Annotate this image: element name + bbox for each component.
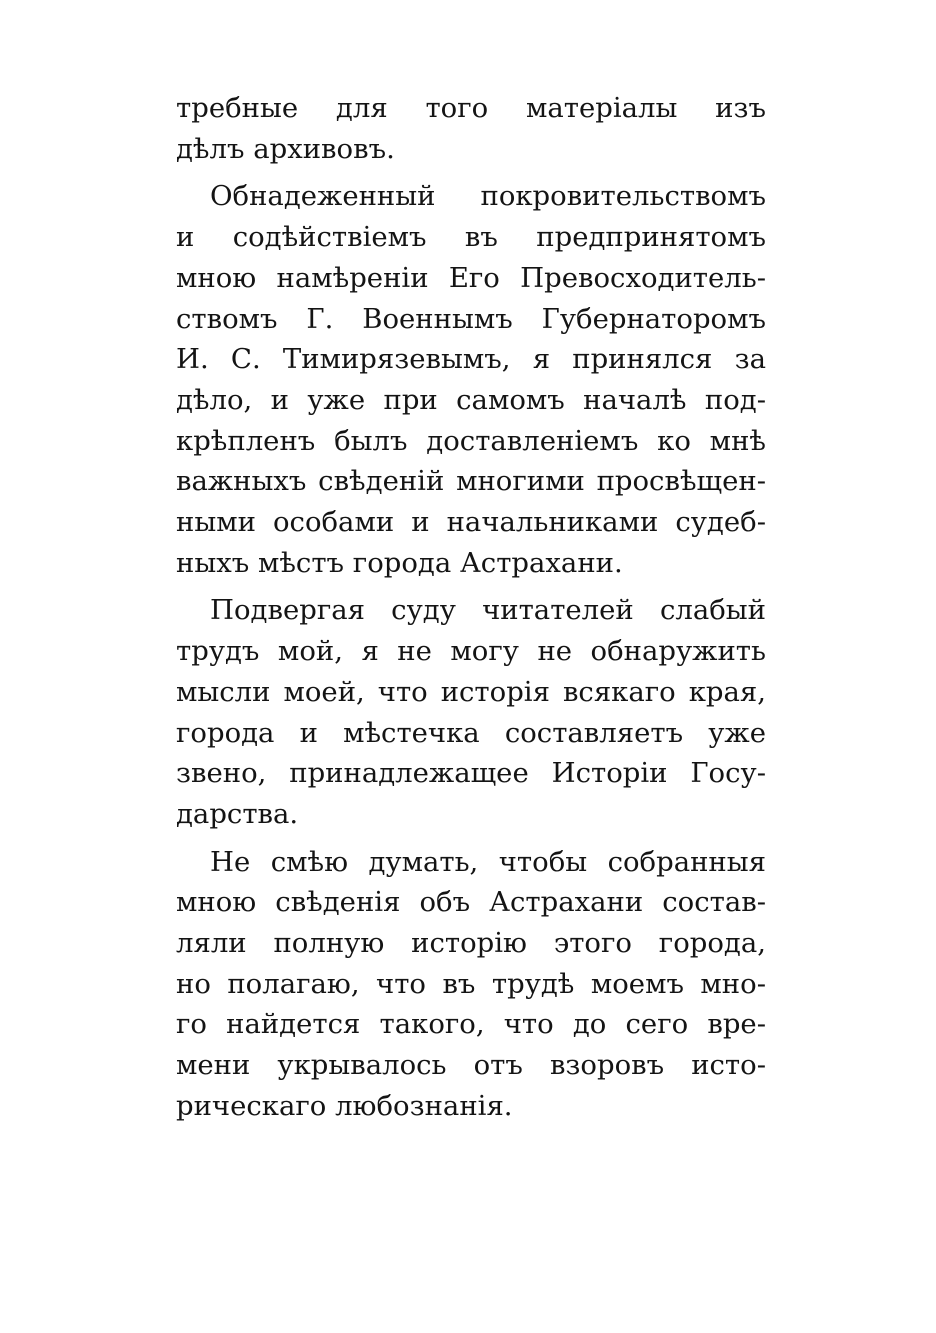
text-line: Подвергая суду читателей слабый bbox=[210, 594, 766, 627]
text-line: ными особами и начальниками судеб- bbox=[176, 506, 766, 539]
text-line: ляли полную исторію этого города, bbox=[176, 927, 766, 960]
text-line: мысли моей, что исторія всякаго края, bbox=[176, 675, 766, 708]
body-text bbox=[176, 88, 766, 1127]
text-line: го найдется такого, что до сего вре- bbox=[176, 1008, 766, 1041]
text-line: Не смѣю думать, чтобы собранныя bbox=[210, 845, 766, 878]
text-line: дарства. bbox=[176, 797, 299, 830]
paragraph-1 bbox=[176, 88, 766, 169]
text-line: мною свѣденія объ Астрахани состав- bbox=[176, 886, 766, 919]
text-line: ствомъ Г. Военнымъ Губернаторомъ bbox=[176, 302, 766, 335]
text-line: требные для того матеріалы изъ bbox=[176, 92, 766, 124]
paragraph-2 bbox=[176, 176, 766, 583]
paragraph-4 bbox=[176, 842, 766, 1127]
text-line: рическаго любознанія. bbox=[176, 1089, 513, 1122]
text-line: но полагаю, что въ трудѣ моемъ мно- bbox=[176, 967, 766, 1000]
text-line: дѣло, и уже при самомъ началѣ под- bbox=[176, 383, 766, 416]
text-line: И. С. Тимирязевымъ, я принялся за bbox=[176, 343, 766, 376]
text-line: трудъ мой, я не могу не обнаружить bbox=[176, 635, 766, 668]
paragraph-3 bbox=[176, 590, 766, 834]
text-line: Обнадеженный покровительствомъ bbox=[210, 180, 766, 213]
text-line: города и мѣстечка составляетъ уже bbox=[176, 716, 766, 749]
text-line: важныхъ свѣденій многими просвѣщен- bbox=[176, 465, 766, 498]
text-line: ныхъ мѣстъ города Астрахани. bbox=[176, 546, 623, 579]
text-line: мени укрывалось отъ взоровъ исто- bbox=[176, 1049, 766, 1082]
text-line: дѣлъ архивовъ. bbox=[176, 132, 395, 165]
text-line: звено, принадлежащее Исторіи Госу- bbox=[176, 757, 766, 790]
text-line: крѣпленъ былъ доставленіемъ ко мнѣ bbox=[176, 424, 766, 457]
text-line: и содѣйствіемъ въ предпринятомъ bbox=[176, 221, 766, 254]
text-line: мною намѣреніи Его Превосходитель- bbox=[176, 261, 766, 294]
